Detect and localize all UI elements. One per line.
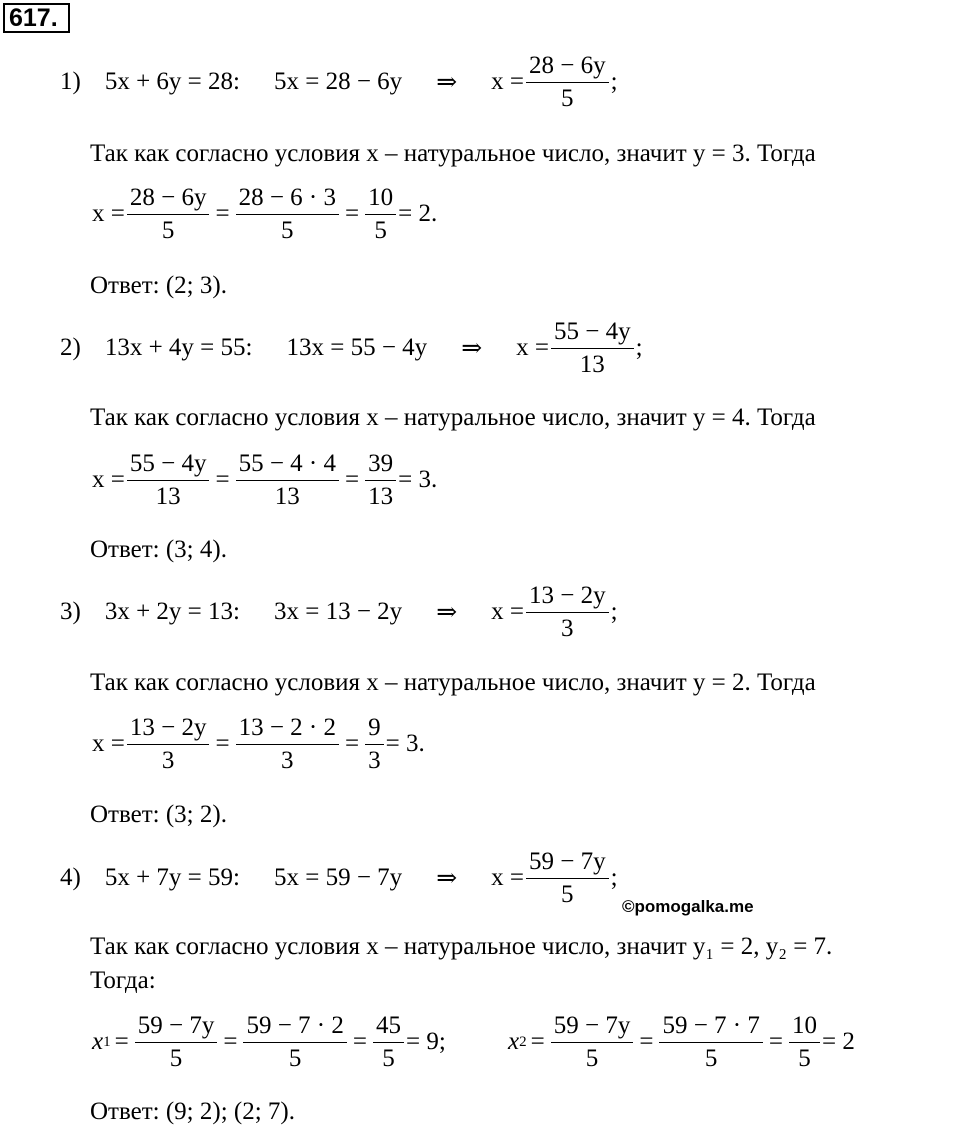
calc-lhs-var: x	[508, 1028, 520, 1055]
numerator: 55 − 4y	[551, 318, 634, 349]
fraction	[236, 184, 339, 245]
part-4-calc-2: x 2 = $\frac{59 - 7y}{5}$ = $\frac{59 - 7 \cdot 7}{5}$ = $\frac{10}{5}$ = 2	[508, 1011, 855, 1072]
numerator: 59 − 7 · 2	[243, 1012, 346, 1043]
part-1-answer: Ответ: (2; 3).	[90, 272, 227, 299]
denominator: 3	[281, 746, 294, 774]
numerator: 10	[789, 1012, 820, 1043]
equation: 5x + 6y = 28:	[104, 68, 240, 95]
rearranged: 5x = 59 − 7y	[273, 864, 403, 891]
implies-arrow: ⇒	[461, 335, 483, 362]
denominator: 3	[561, 614, 574, 642]
problem-number: 617.	[3, 3, 70, 33]
calc-lhs: x =	[92, 200, 125, 227]
numerator: 55 − 4y	[127, 450, 210, 481]
denominator: 13	[274, 482, 300, 510]
fraction	[365, 714, 384, 775]
fraction	[365, 450, 396, 511]
denominator: 3	[161, 746, 175, 774]
implies-arrow: ⇒	[436, 599, 458, 626]
calc-result: = 3.	[385, 730, 425, 757]
fraction	[551, 318, 634, 379]
rearranged: 3x = 13 − 2y	[273, 598, 403, 625]
part-3-header	[60, 582, 618, 642]
denominator: 13	[368, 482, 394, 510]
calc-lhs: x =	[92, 730, 125, 757]
calc-lhs-sub: 1	[103, 1033, 111, 1050]
x-lhs: x =	[491, 864, 524, 891]
fraction	[135, 1012, 218, 1073]
part-1-reason: Так как согласно условия x – натуральное число, значит y = 3. Тогда	[90, 140, 816, 167]
rearranged: 5x = 28 − 6y	[273, 68, 403, 95]
fraction	[659, 1012, 762, 1073]
calc-lhs-var: x	[92, 1028, 104, 1055]
semicolon: ;	[635, 334, 643, 361]
fraction	[127, 450, 210, 511]
part-4-calc-1: x 1 = $\frac{59 - 7y}{5}$ = $\frac{59 - 7 \cdot 2}{5}$ = $\frac{45}{5}$ = 9;	[92, 1011, 446, 1072]
part-2-reason: Так как согласно условия x – натуральное число, значит y = 4. Тогда	[90, 404, 816, 431]
rearranged: 13x = 55 − 4y	[286, 334, 428, 361]
part-2-header	[60, 318, 643, 378]
denominator: 5	[798, 1044, 811, 1072]
numerator: 45	[373, 1012, 404, 1043]
denominator: 5	[374, 216, 387, 244]
calc-result: = 9;	[405, 1028, 446, 1055]
fraction	[373, 1012, 404, 1073]
fraction	[236, 450, 339, 511]
denominator: 13	[579, 350, 605, 378]
numerator: 28 − 6 · 3	[236, 184, 339, 215]
numerator: 39	[365, 450, 396, 481]
fraction	[127, 184, 210, 245]
numerator: 13 − 2y	[526, 582, 609, 613]
implies-arrow: ⇒	[436, 865, 458, 892]
x-lhs: x =	[491, 598, 524, 625]
numerator: 28 − 6y	[127, 184, 210, 215]
watermark: ©pomogalka.me	[622, 897, 754, 916]
numerator: 28 − 6y	[526, 52, 609, 83]
denominator: 13	[155, 482, 181, 510]
denominator: 5	[281, 216, 294, 244]
part-label: 3)	[60, 598, 81, 625]
denominator: 5	[561, 880, 574, 908]
equation: 13x + 4y = 55:	[104, 334, 253, 361]
fraction	[526, 52, 609, 113]
numerator: 59 − 7 · 7	[659, 1012, 762, 1043]
equation: 5x + 7y = 59:	[104, 864, 240, 891]
denominator: 5	[704, 1044, 718, 1072]
part-4-reason: Так как согласно условия x – натуральное число, значит y₁ = 2, y₂ = 7.	[90, 933, 833, 960]
fraction	[789, 1012, 820, 1073]
fraction	[365, 184, 396, 245]
denominator: 5	[382, 1044, 395, 1072]
numerator: 59 − 7y	[135, 1012, 218, 1043]
part-2-answer: Ответ: (3; 4).	[90, 536, 227, 563]
part-3-answer: Ответ: (3; 2).	[90, 801, 227, 828]
calc-result: = 3.	[398, 466, 438, 493]
fraction	[551, 1012, 634, 1073]
numerator: 55 − 4 · 4	[236, 450, 339, 481]
denominator: 5	[561, 84, 574, 112]
semicolon: ;	[610, 598, 618, 625]
denominator: 5	[169, 1044, 183, 1072]
part-3-reason: Так как согласно условия x – натуральное число, значит y = 2. Тогда	[90, 669, 816, 696]
denominator: 3	[368, 746, 381, 774]
part-label: 2)	[60, 334, 81, 361]
numerator: 10	[365, 184, 396, 215]
part-4-reason-cont: Тогда:	[90, 967, 156, 994]
calc-lhs: x =	[92, 466, 125, 493]
semicolon: ;	[610, 68, 618, 95]
x-lhs: x =	[516, 334, 549, 361]
fraction	[127, 714, 210, 775]
numerator: 9	[365, 714, 384, 745]
x-lhs: x =	[491, 68, 524, 95]
numerator: 59 − 7y	[551, 1012, 634, 1043]
calc-result: = 2.	[398, 200, 438, 227]
denominator: 5	[288, 1044, 302, 1072]
denominator: 5	[585, 1044, 599, 1072]
fraction	[243, 1012, 346, 1073]
part-label: 1)	[60, 68, 81, 95]
fraction	[526, 848, 609, 909]
semicolon: ;	[610, 864, 618, 891]
equation: 3x + 2y = 13:	[104, 598, 240, 625]
numerator: 13 − 2 · 2	[236, 714, 339, 745]
fraction	[526, 582, 609, 643]
part-4-answer: Ответ: (9; 2); (2; 7).	[90, 1098, 295, 1125]
calc-lhs-sub: 2	[519, 1033, 527, 1050]
implies-arrow: ⇒	[436, 69, 458, 96]
numerator: 59 − 7y	[526, 848, 609, 879]
part-3-calc: x = $\frac{13 - 2y}{3}$ = $\frac{13 - 2 \cdot 2}{3}$ = $\frac{9}{3}$ = 3.	[92, 713, 425, 774]
denominator: 5	[161, 216, 175, 244]
part-label: 4)	[60, 864, 81, 891]
part-1-calc: x = $\frac{28 - 6y}{5}$ = $\frac{28 - 6 \cdot 3}{5}$ = $\frac{10}{5}$ = 2.	[92, 183, 438, 244]
fraction	[236, 714, 339, 775]
numerator: 13 − 2y	[127, 714, 210, 745]
part-4-header	[60, 848, 618, 908]
part-2-calc: x = $\frac{55 - 4y}{13}$ = $\frac{55 - 4 \cdot 4}{13}$ = $\frac{39}{13}$ = 3.	[92, 449, 438, 510]
calc-result: = 2	[821, 1028, 855, 1055]
part-1-header	[60, 52, 618, 112]
